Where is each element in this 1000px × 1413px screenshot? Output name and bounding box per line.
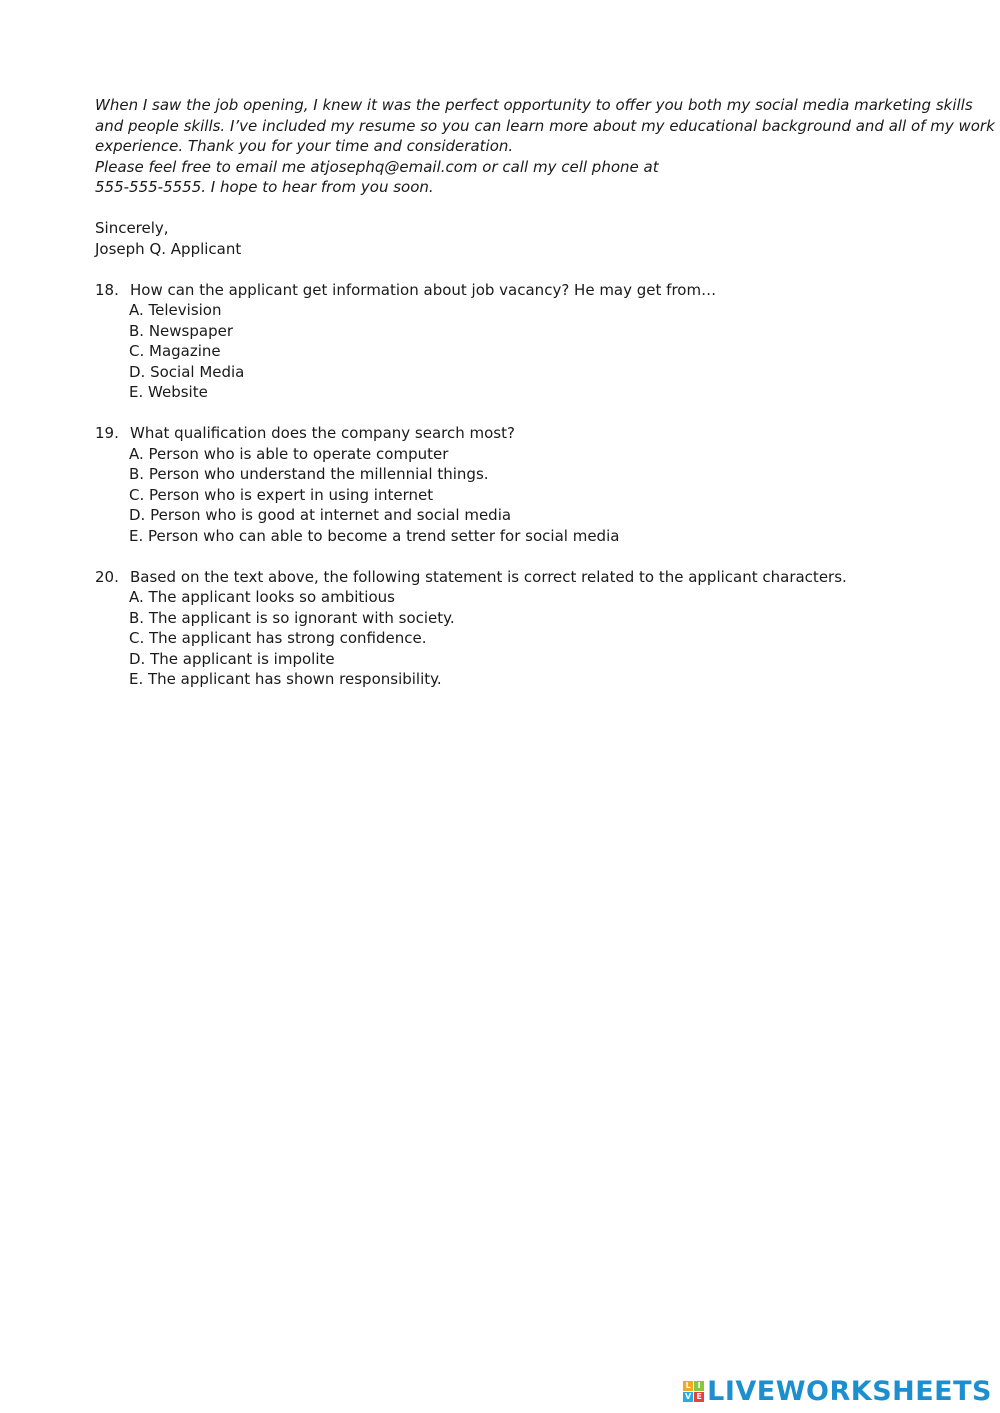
answer-option[interactable]: D. Social Media <box>129 362 245 381</box>
answer-option[interactable]: C. The applicant has strong confidence. <box>129 629 427 647</box>
answer-option[interactable]: E. Website <box>129 383 208 401</box>
answer-option[interactable]: E. Person who can able to become a trend setter for social media <box>129 526 620 545</box>
answer-option[interactable]: B. Newspaper <box>129 321 233 340</box>
answer-option[interactable]: C. Magazine <box>129 342 221 360</box>
question-header <box>95 280 915 301</box>
letter-closing <box>95 218 915 259</box>
logo-letter: V <box>685 1392 692 1401</box>
brand-name: LIVEWORKSHEETS <box>707 1376 992 1407</box>
question-text: How can the applicant get information about job vacancy? He may get from… <box>130 280 717 299</box>
closing-word: Sincerely, <box>95 219 169 237</box>
question-20 <box>95 567 915 690</box>
letter-line: Please feel free to email me atjosephq@email.com or call my cell phone at <box>95 157 659 176</box>
answer-option[interactable]: D. Person who is good at internet and social media <box>129 506 512 524</box>
cover-letter-excerpt <box>95 95 995 198</box>
signature: Joseph Q. Applicant <box>95 239 242 258</box>
liveworksheets-logo-icon <box>683 1381 704 1402</box>
answer-option[interactable]: E. The applicant has shown responsibility. <box>129 670 442 688</box>
letter-line: and people skills. I’ve included my resume so you can learn more about my educational background and all of my work <box>95 116 995 135</box>
question-18 <box>95 280 915 403</box>
logo-letter: L <box>683 1381 693 1391</box>
question-number: 20. <box>95 567 119 586</box>
question-text: What qualification does the company search most? <box>130 424 515 442</box>
question-19 <box>95 423 915 546</box>
letter-line: When I saw the job opening, I knew it was the perfect opportunity to offer you both my social media marketing skills <box>95 96 973 114</box>
answer-option[interactable]: A. Person who is able to operate computer <box>129 444 449 463</box>
question-header <box>95 567 915 588</box>
question-number: 19. <box>95 424 119 442</box>
logo-letter: I <box>694 1381 704 1391</box>
answer-option[interactable]: B. Person who understand the millennial things. <box>129 465 489 483</box>
worksheet-page <box>95 95 995 690</box>
letter-line: experience. Thank you for your time and consideration. <box>95 137 514 155</box>
question-text: Based on the text above, the following statement is correct related to the applicant characters. <box>130 567 847 586</box>
logo-letter: E <box>694 1392 704 1402</box>
answer-option[interactable]: A. Television <box>129 301 222 319</box>
question-number: 18. <box>95 280 119 299</box>
answer-option[interactable]: A. The applicant looks so ambitious <box>129 588 395 606</box>
answer-option[interactable]: C. Person who is expert in using internet <box>129 485 434 504</box>
letter-line: 555-555-5555. I hope to hear from you soon. <box>95 178 434 196</box>
liveworksheets-footer[interactable] <box>683 1376 992 1407</box>
answer-option[interactable]: D. The applicant is impolite <box>129 649 335 668</box>
answer-option[interactable]: B. The applicant is so ignorant with society. <box>129 608 455 627</box>
question-header <box>95 423 915 444</box>
